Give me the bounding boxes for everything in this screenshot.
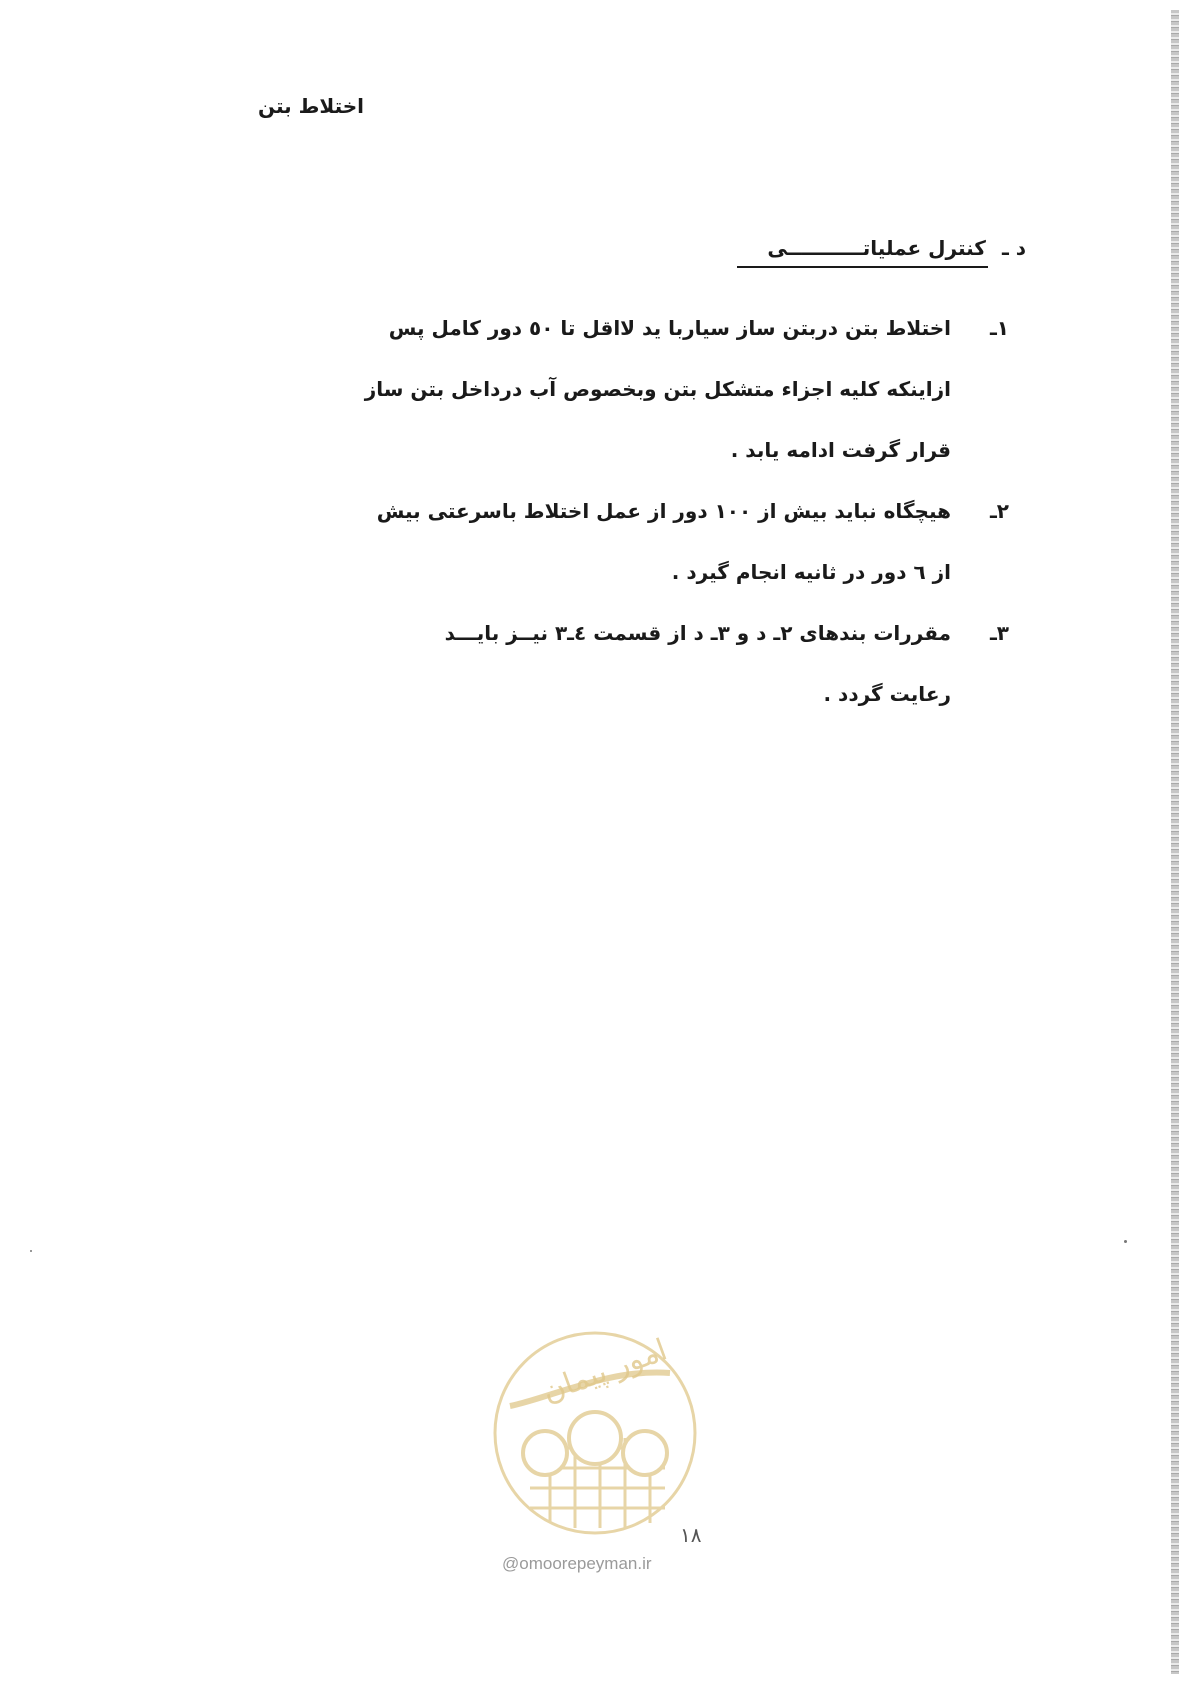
website-watermark: @omoorepeyman.ir [502, 1554, 652, 1573]
item-number: ۳ـ [989, 621, 1009, 645]
logo-text: امور پیمان [537, 1332, 672, 1410]
scan-edge [1171, 10, 1179, 1674]
watermark-logo [490, 1328, 700, 1538]
item-line: ازاینکه کلیه اجزاء متشکل بتن وبخصوص آب درداخل بتن ساز [364, 377, 951, 401]
list-item [289, 298, 1009, 481]
scan-speck [30, 1250, 32, 1252]
numbered-list [289, 298, 1009, 725]
item-line: رعایت گردد . [823, 682, 951, 706]
running-header: اختلاط بتن [258, 94, 365, 118]
section-letter: د ـ [1001, 236, 1026, 260]
list-item [289, 481, 1009, 603]
scan-speck [1124, 1240, 1127, 1243]
section-heading [737, 236, 1026, 268]
page-number: ۱۸ [680, 1523, 702, 1547]
item-number: ۱ـ [989, 316, 1009, 340]
item-line: قرار گرفت ادامه یابد . [730, 438, 951, 462]
item-text [289, 481, 951, 603]
item-number: ۲ـ [989, 499, 1009, 523]
item-line: مقررات بندهای ۲ـ د و ۳ـ د از قسمت ٤ـ۳ نیــز بایـــد [444, 621, 951, 645]
item-text [289, 298, 951, 481]
section-title: کنترل عملیاتـــــــــــی [737, 236, 988, 268]
item-line: هیچگاه نباید بیش از ۱۰۰ دور از عمل اختلاط باسرعتی بیش [376, 499, 951, 523]
item-line: از ٦ دور در ثانیه انجام گیرد . [671, 560, 951, 584]
item-text [289, 603, 951, 725]
item-line: اختلاط بتن دربتن ساز سیاربا ید لااقل تا ٥٠ دور کامل پس [388, 316, 951, 340]
list-item [289, 603, 1009, 725]
